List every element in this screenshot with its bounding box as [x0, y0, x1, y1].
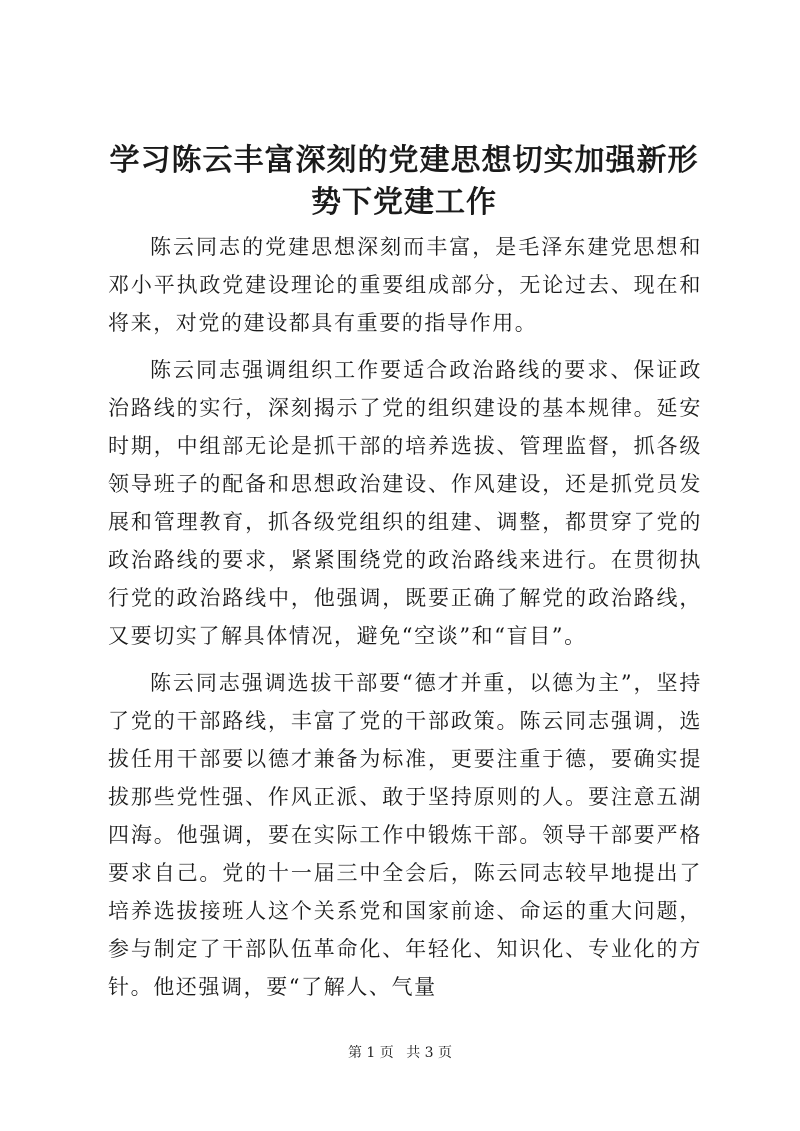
page-total: 共 3 页	[406, 1045, 453, 1061]
paragraph-2: 陈云同志强调组织工作要适合政治路线的要求、保证政治路线的实行，深刻揭示了党的组织建设的基本规律。延安时期，中组部无论是抓干部的培养选拔、管理监督，抓各级领导班子的配备和思想政治建设、作风建设，还是抓党员发展和管理教育，抓各级党组织的组建、调整，都贯穿了党的政治路线的要求，紧紧围绕党的政治路线来进行。在贯彻执行党的政治路线中，他强调，既要正确了解党的政治路线，又要切实了解具体情况，避免“空谈”和“盲目”。	[108, 358, 702, 648]
page-number: 第 1 页	[347, 1045, 394, 1061]
paragraph-3: 陈云同志强调选拔干部要“德才并重，以德为主”，坚持了党的干部路线，丰富了党的干部政策。陈云同志强调，选拔任用干部要以德才兼备为标准，更要注重于德，要确实提拔那些党性强、作风正派、敢于坚持原则的人。要注意五湖四海。他强调，要在实际工作中锻炼干部。领导干部要严格要求自己。党的十一届三中全会后，陈云同志较早地提出了培养选拔接班人这个关系党和国家前途、命运的重大问题，参与制定了干部队伍革命化、年轻化、知识化、专业化的方针。他还强调，要“了解人、气量	[108, 671, 702, 999]
document-title: 学习陈云丰富深刻的党建思想切实加强新形势下党建工作	[109, 143, 699, 220]
page-footer	[0, 1043, 800, 1063]
paragraph-1: 陈云同志的党建思想深刻而丰富，是毛泽东建党思想和邓小平执政党建设理论的重要组成部分，无论过去、现在和将来，对党的建设都具有重要的指导作用。	[108, 235, 702, 335]
document-body	[108, 228, 702, 1006]
